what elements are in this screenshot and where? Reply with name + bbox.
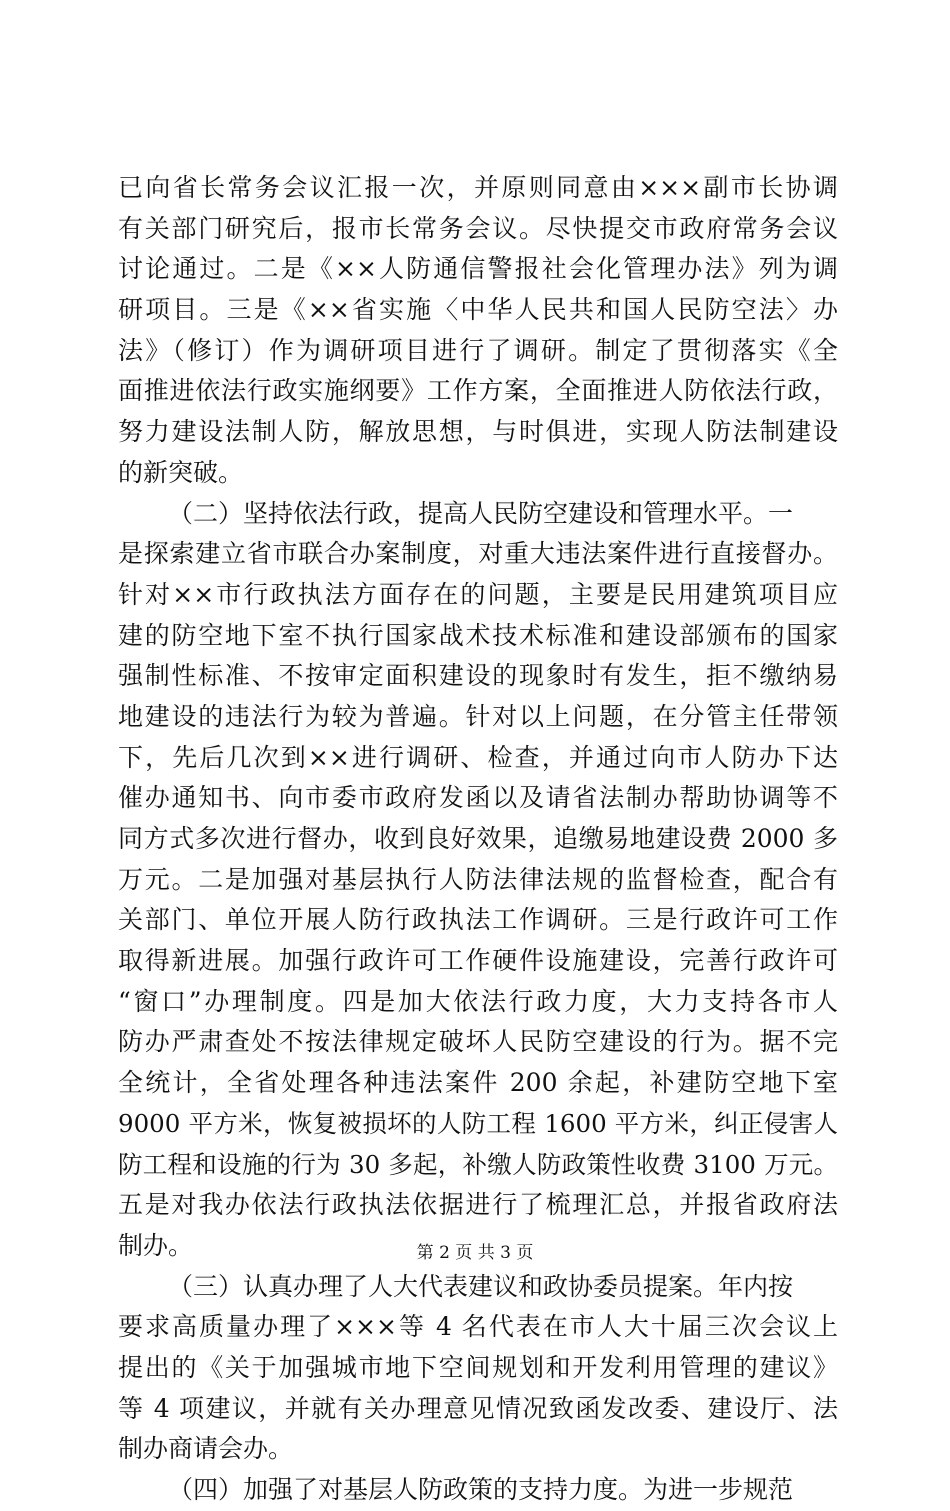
text-line: 提出的《关于加强城市地下空间规划和开发利用管理的建议》 — [118, 1352, 838, 1382]
text-line: 9000 平方米，恢复被损坏的人防工程 1600 平方米，纠正侵害人 — [118, 1108, 838, 1138]
text-line: 制办。 — [118, 1230, 194, 1260]
text-line: 制办商请会办。 — [118, 1434, 294, 1464]
text-line: 防工程和设施的行为 30 多起，补缴人防政策性收费 3100 万元。 — [118, 1149, 838, 1179]
text-line: 是探索建立省市联合办案制度，对重大违法案件进行直接督办。 — [118, 539, 838, 569]
text-line: 取得新进展。加强行政许可工作硬件设施建设，完善行政许可 — [118, 946, 838, 976]
page-footer — [0, 1242, 950, 1264]
paragraph-heading-line: （三）认真办理了人大代表建议和政协委员提案。年内按 — [168, 1271, 794, 1301]
text-line: “窗口”办理制度。四是加大依法行政力度，大力支持各市人 — [118, 986, 838, 1016]
text-line: 已向省长常务会议汇报一次，并原则同意由×××副市长协调 — [118, 173, 838, 202]
text-line: 努力建设法制人防，解放思想，与时俱进，实现人防法制建设 — [118, 417, 838, 447]
text-line: 强制性标准、不按审定面积建设的现象时有发生，拒不缴纳易 — [118, 661, 838, 691]
text-line: 面推进依法行政实施纲要》工作方案，全面推进人防依法行政， — [118, 376, 838, 406]
text-line: 要求高质量办理了×××等 4 名代表在市人大十届三次会议上 — [118, 1312, 838, 1342]
text-line: 下，先后几次到××进行调研、检查，并通过向市人防办下达 — [118, 742, 838, 772]
text-line: 防办严肃查处不按法律规定破坏人民防空建设的行为。据不完 — [118, 1027, 838, 1057]
text-line: 法》（修订）作为调研项目进行了调研。制定了贯彻落实《全 — [118, 335, 838, 365]
text-line: 针对××市行政执法方面存在的问题，主要是民用建筑项目应 — [118, 579, 838, 609]
text-line: 同方式多次进行督办，收到良好效果，追缴易地建设费 2000 多 — [118, 824, 838, 853]
text-line: 万元。二是加强对基层执行人防法律法规的监督检查，配合有 — [118, 864, 838, 894]
text-line: 的新突破。 — [118, 457, 244, 487]
text-line: 地建设的违法行为较为普遍。针对以上问题，在分管主任带领 — [118, 701, 838, 731]
paragraph-heading-line: （二）坚持依法行政，提高人民防空建设和管理水平。一 — [168, 498, 794, 528]
text-line: 关部门、单位开展人防行政执法工作调研。三是行政许可工作 — [118, 905, 838, 935]
text-line: 催办通知书、向市委市政府发函以及请省法制办帮助协调等不 — [118, 783, 838, 813]
text-line: 建的防空地下室不执行国家战术技术标准和建设部颁布的国家 — [118, 620, 838, 650]
paragraph-heading-line: （四）加强了对基层人防政策的支持力度。为进一步规范 — [168, 1475, 794, 1504]
text-line: 等 4 项建议，并就有关办理意见情况致函发改委、建设厅、法 — [118, 1393, 838, 1423]
text-line: 全统计，全省处理各种违法案件 200 余起，补建防空地下室 — [118, 1068, 838, 1098]
page-number-label: 第 2 页 共 3 页 — [416, 1243, 534, 1263]
text-line: 五是对我办依法行政执法依据进行了梳理汇总，并报省政府法 — [118, 1190, 838, 1220]
text-line: 讨论通过。二是《××人防通信警报社会化管理办法》列为调 — [118, 254, 838, 284]
body-text — [118, 168, 838, 1511]
text-line: 有关部门研究后，报市长常务会议。尽快提交市政府常务会议 — [118, 213, 838, 243]
text-line: 研项目。三是《××省实施〈中华人民共和国人民防空法〉办 — [118, 295, 838, 325]
